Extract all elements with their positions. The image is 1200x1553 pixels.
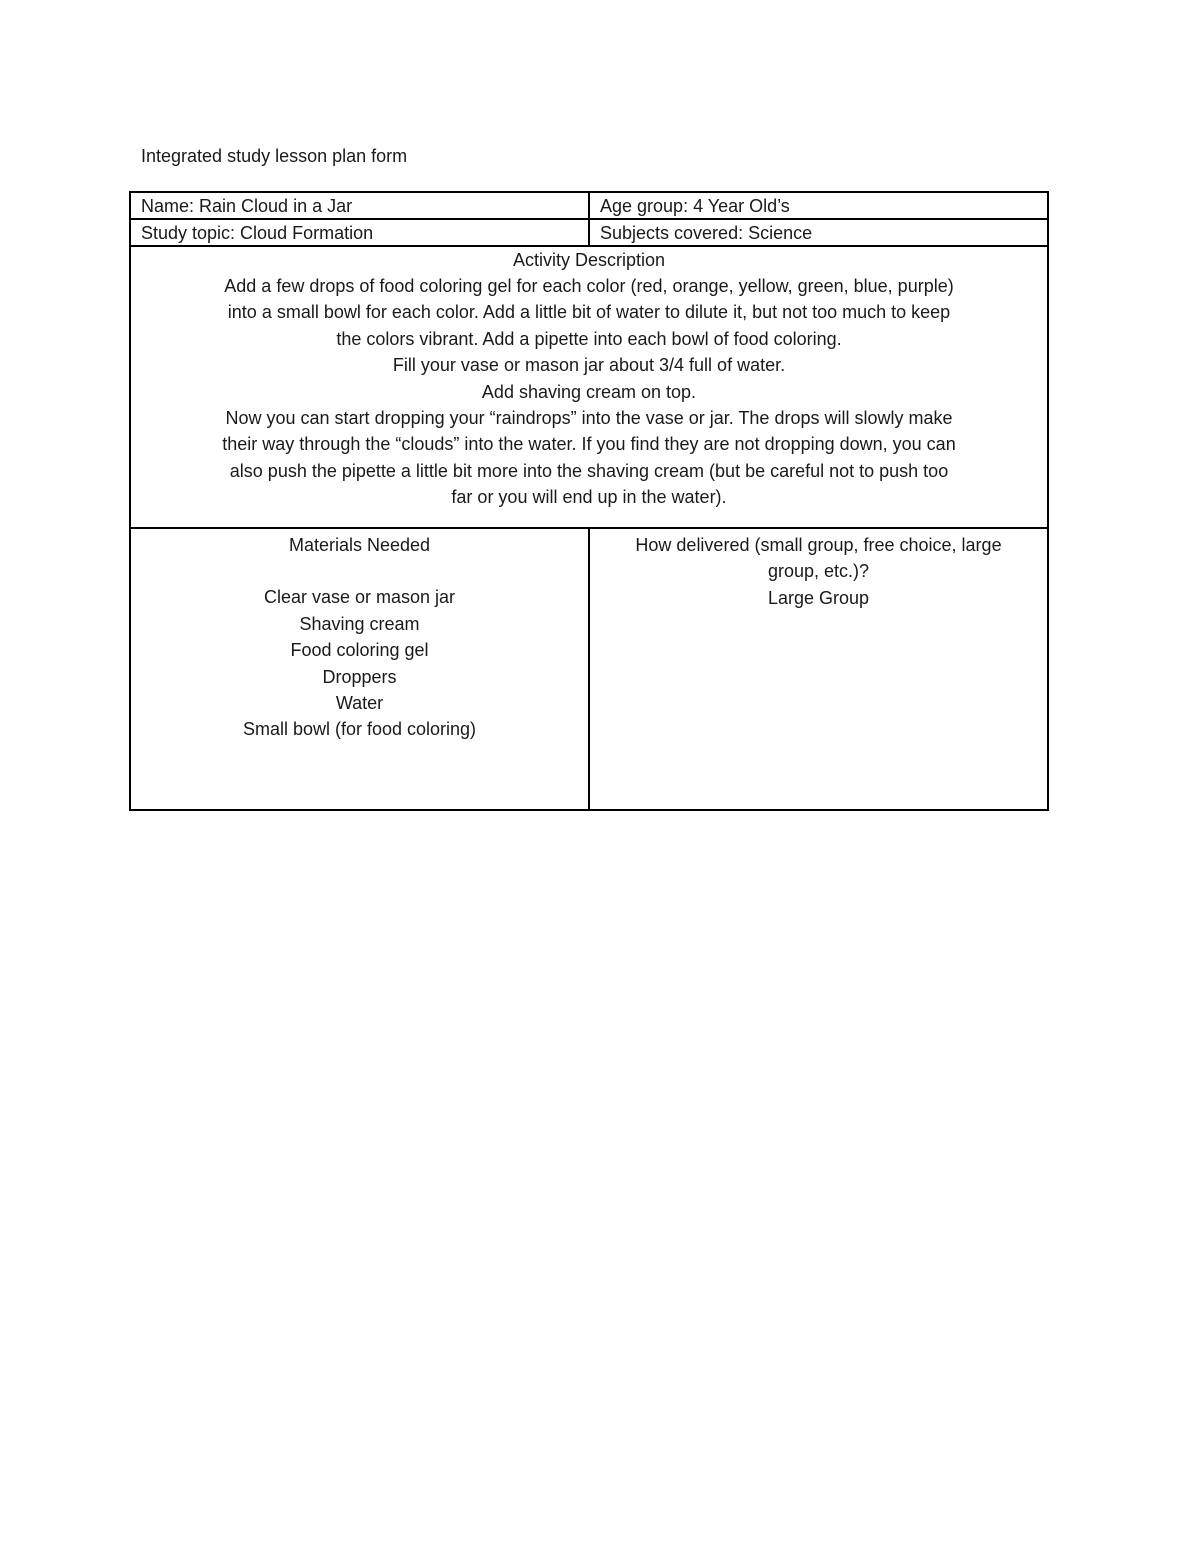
delivery-cell bbox=[589, 528, 1048, 810]
activity-line: Fill your vase or mason jar about 3/4 full of water. bbox=[392, 355, 786, 376]
table-row bbox=[130, 192, 1048, 219]
list-item: Shaving cream bbox=[299, 613, 420, 634]
document-title: Integrated study lesson plan form bbox=[141, 146, 408, 166]
list-item: Droppers bbox=[322, 666, 397, 687]
activity-body bbox=[174, 273, 1004, 511]
materials-heading: Materials Needed bbox=[288, 535, 431, 555]
list-item: Food coloring gel bbox=[290, 640, 429, 661]
activity-line: their way through the “clouds” into the water. If you find they are not dropping down, you can bbox=[222, 434, 956, 455]
study-topic-cell: Study topic: Cloud Formation bbox=[130, 219, 589, 246]
age-group-cell: Age group: 4 Year Old’s bbox=[589, 192, 1048, 219]
materials-list bbox=[131, 584, 588, 742]
list-item: Water bbox=[335, 693, 384, 714]
activity-line: the colors vibrant. Add a pipette into each bowl of food coloring. bbox=[336, 328, 842, 349]
subjects-covered-cell: Subjects covered: Science bbox=[589, 219, 1048, 246]
activity-line: also push the pipette a little bit more into the shaving cream (but be careful not to push too bbox=[229, 460, 949, 481]
activity-line: Add a few drops of food coloring gel for each color (red, orange, yellow, green, blue, purple) bbox=[224, 276, 954, 296]
activity-line: Add shaving cream on top. bbox=[481, 381, 697, 402]
activity-description-cell bbox=[130, 246, 1048, 528]
table-row bbox=[130, 528, 1048, 810]
delivery-answer: Large Group bbox=[767, 587, 870, 608]
table-row bbox=[130, 219, 1048, 246]
activity-line: far or you will end up in the water). bbox=[451, 487, 727, 508]
materials-cell bbox=[130, 528, 589, 810]
list-item: Clear vase or mason jar bbox=[263, 587, 456, 608]
activity-line: into a small bowl for each color. Add a little bit of water to dilute it, but not too much to keep bbox=[227, 302, 951, 323]
table-row bbox=[130, 246, 1048, 528]
activity-line: Now you can start dropping your “raindrops” into the vase or jar. The drops will slowly make bbox=[225, 408, 953, 429]
lesson-plan-table bbox=[129, 191, 1049, 811]
list-item: Small bowl (for food coloring) bbox=[242, 719, 477, 740]
name-cell: Name: Rain Cloud in a Jar bbox=[130, 192, 589, 219]
delivery-question: How delivered (small group, free choice, large group, etc.)? bbox=[635, 535, 1002, 582]
activity-heading: Activity Description bbox=[512, 250, 666, 270]
